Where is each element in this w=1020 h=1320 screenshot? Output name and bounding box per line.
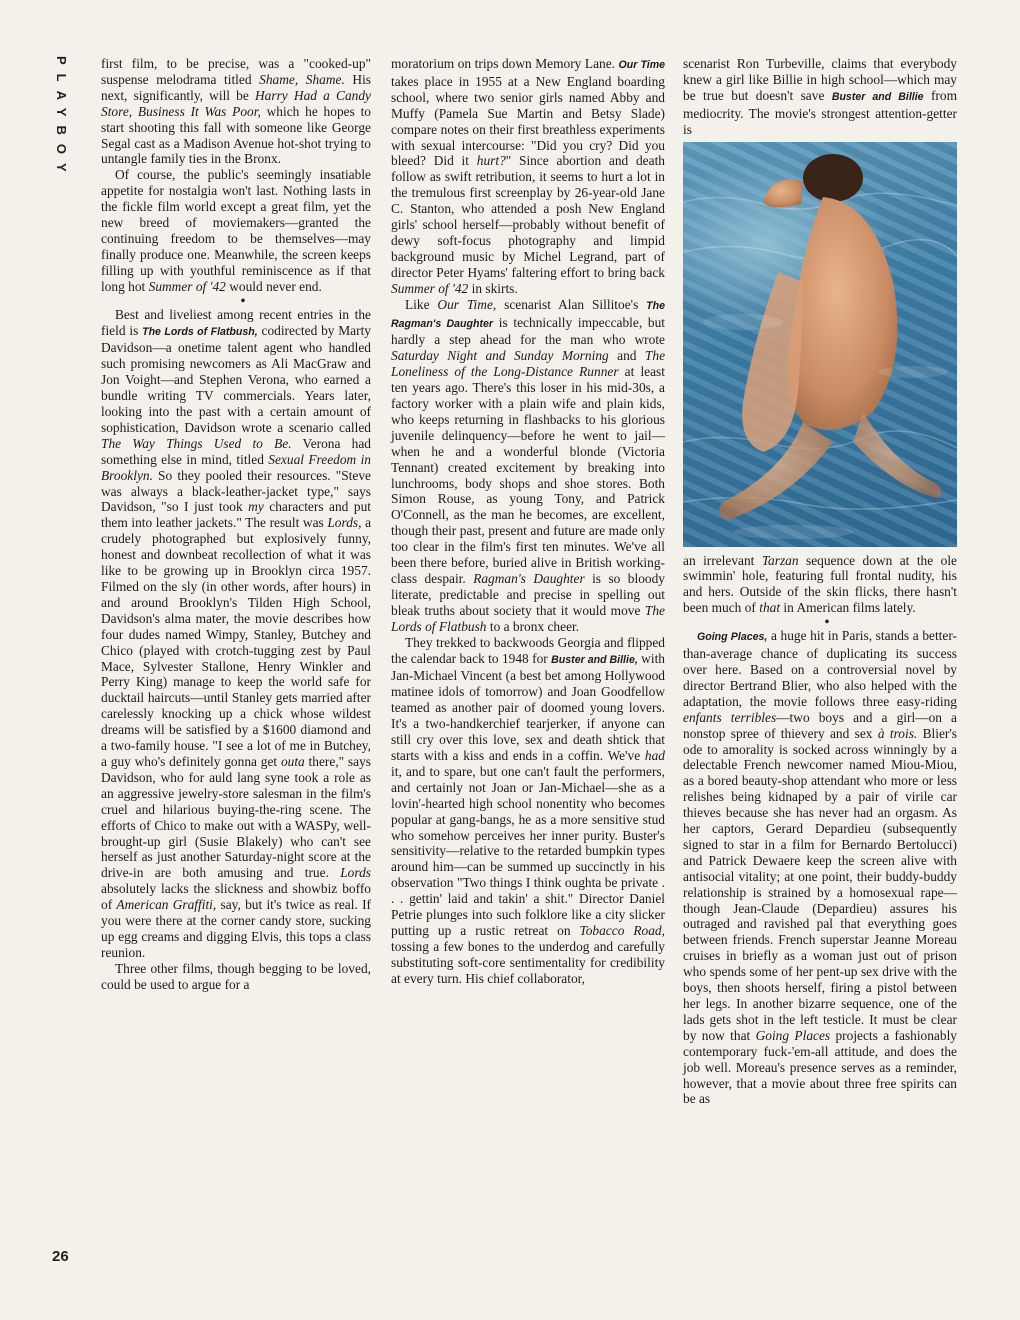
film-title: Lords: [340, 865, 371, 881]
emphasis: à trois.: [877, 725, 918, 741]
paragraph: Best and liveliest among recent entries in the field is The Lords of Flatbush, codirected by Marty Davidson—a onetime talent agent who handled such promising newcomers as Ali MacGraw and Jon Voight—and Stephen Verona, who earned a bundle writing TV commercials. Years later, looking into the past with a certain amount of sophistication, Davidson wrote a scenario called The Way Things Used to Be. Verona had something else in mind, titled Sexual Freedom in Brooklyn. So they pooled their resources. "Steve was always a black-leather-jacket type," says Davidson, "so I just took my characters and put them into leather jackets." The result was Lords, a crudely photographed but explosively funny, honest and downbeat recollection of what it was like to be growing up in Brooklyn circa 1957. Filmed on the sly (in other words, after hours) in and around Brooklyn's Tilden High School, Davidson's alma mater, the movie describes how four dudes named Wimpy, Stanley, Butchey and Chico (played with crotch-tugging zest by Paul Mace, Sylvester Stallone, Henry Winkler and Perry King) manage to keep the world safe for ducktail haircuts—until Stanley gets married after carelessly knocking up a chick whose wildest dreams will be satisfied by a $1600 diamond and a two-family house. "I see a lot of me in Butchey, a guy who's definitely gonna get outa there," says Davidson, who for auld lang syne took a role as an aggressive jewelry-store salesman in the film's cruel and hilarious buying-the-ring scene. The efforts of Chico to make out with a WASPy, well-brought-up girl (Susie Blakely) who can't see herself as just another Saturday-night score at the drive-in are both amusing and true. Lords absolutely lacks the slickness and showbiz boffo of American Graffiti, say, but it's twice as real. If you were there at the corner candy store, sucking up egg creams and digging Elvis, this tops a class reunion.: [101, 306, 372, 960]
film-title: Summer of '42: [148, 278, 226, 294]
film-title: Harry Had a Candy Store, Business It Was Poor,: [101, 87, 371, 119]
film-title: Tarzan: [761, 552, 799, 568]
film-title: American Graffiti,: [116, 897, 217, 913]
film-title: Going Places: [755, 1027, 831, 1043]
film-title-highlight: The Lords of Flatbush,: [142, 325, 258, 338]
paragraph: first film, to be precise, was a "cooked-up" suspense melodrama titled Shame, Shame. His next, significantly, will be Harry Had a Candy Store, Business It Was Poor, which he hopes to start shooting this fall with someone like George Segal cast as a Madison Avenue hot-shot trying to untangle family ties in the Bronx.: [101, 56, 371, 167]
emphasis: hurt?: [476, 153, 506, 169]
page-number: 26: [52, 1248, 69, 1265]
film-title: Lords,: [327, 515, 362, 531]
emphasis: that: [759, 600, 781, 616]
film-title: Ragman's Daughter: [473, 571, 585, 586]
film-still-photo: [683, 142, 957, 547]
film-title: Summer of '42: [391, 280, 469, 296]
film-title-highlight: Our Time: [618, 59, 665, 71]
film-title: Sexual Freedom in Brooklyn.: [101, 451, 371, 483]
paragraph: Three other films, though begging to be loved, could be used to argue for a: [101, 960, 371, 992]
article-column-1: [101, 56, 371, 993]
photo-caption-paragraph: an irrelevant Tarzan sequence down at the ole swimmin' hole, featuring full frontal nudity, his and hers. Outside of the skin flicks, there hasn't been much of that in American films lately.: [683, 552, 957, 616]
article-column-3: [683, 56, 957, 1107]
film-title-highlight: Buster and Billie: [831, 90, 924, 103]
swimmer-leg: [853, 412, 941, 498]
swimmer-figure-back: [787, 197, 897, 430]
film-title: Our Time,: [437, 296, 497, 312]
paragraph: moratorium on trips down Memory Lane. Our Time takes place in 1955 at a New England boarding school, where two senior girls named Abby and Muffy (Pamela Sue Martin and Betsy Slade) compare notes on their first breathless experiments with sexual intercourse: "Did you cry? Did you bleed? Did it hurt?" Since abortion and death follow as swift retribution, it seems to hurt a lot in the tremulous first screenplay by 26-year-old Jane C. Stanton, who attended a posh New England girls' school herself—probably without benefit of dewy soft-focus photography and limpid background music by Michel Legrand, part of director Peter Hyams' faltering effort to bring back Summer of '42 in skirts.: [391, 56, 665, 296]
film-title: Saturday Night and Sunday Morning: [391, 348, 609, 364]
swimmers-illustration: [683, 142, 957, 547]
film-title-highlight: The Ragman's Daughter: [391, 299, 665, 330]
paragraph: Going Places, a huge hit in Paris, stands a better-than-average chance of duplicating its success over here. Based on a controversial novel by director Bertrand Blier, who also helped with the adaptation, the movie follows three easy-riding enfants terribles—two boys and a girl—on a nonstop spree of thievery and sex à trois. Blier's ode to amorality is socked across winningly by a delectable French newcomer named Miou-Miou, as a bored beauty-shop attendant who more or less relishes being kidnaped by a pair of virile car thieves because she has never had an orgasm. As her captors, Gerard Depardieu (subsequently signed to star in a film for Bernardo Bertolucci) and Patrick Dewaere keep the screen alive with antisocial vitality; at one point, their buddy-buddy relationship is strained by a homosexual rape—though Jean-Claude (Depardieu) assures his outraged and ravished pal that everything goes between friends. French superstar Jeanne Moreau cruises in briefly as a woman just out of prison who spends some of her pent-up sex drive with the boys, then shoots herself, firing a pistol between her legs. In another bizarre sequence, one of the lads gets shot in the left testicle. It must be clear by now that Going Places projects a fashionably contemporary fuck-'em-all attitude, and does the job well. Moreau's presence serves as a reminder, however, that a movie about three free spirits can be as: [683, 628, 958, 1107]
film-title: The Lords of Flatbush: [391, 602, 665, 634]
paragraph: Like Our Time, scenarist Alan Sillitoe's The Ragman's Daughter is technically impeccable, but hardly a step ahead for the man who wrote Saturday Night and Sunday Morning and The Loneliness of the Long-Distance Runner at least ten years ago. There's this loser in his mid-30s, a factory worker with a plain wife and plain kids, who keeps returning in flashbacks to his glorious juvenile delinquency—before he went to jail—when he and a wonderful blonde (Victoria Tennant) created excitement by breaking into lunchrooms, body shops and shoe stores. Both Simon Rouse, as young Tony, and Patrick O'Connell, as the man he becomes, are excellent, though their past, present and future are made only too clear in the film's first ten minutes. We've all been there before, buried alive in British working-class despair. Ragman's Daughter is so bloody literate, predictable and precise in spelling out bleak truths about society that it would move The Lords of Flatbush to a bronx cheer.: [391, 296, 666, 634]
emphasis: enfants terribles: [683, 709, 777, 725]
film-title: The Way Things Used to Be.: [101, 435, 292, 451]
film-title: The Loneliness of the Long-Distance Runner: [391, 348, 666, 380]
film-title-highlight: Buster and Billie,: [551, 653, 638, 666]
swimmer-figure-front: [742, 272, 803, 452]
paragraph: They trekked to backwoods Georgia and flipped the calendar back to 1948 for Buster and Billie, with Jan-Michael Vincent (a best bet among Hollywood matinee idols of tomorrow) and Joan Goodfellow teamed as another pair of doomed young lovers. It's a two-handkerchief tearjerker, if anyone can still cry over this love, sex and death shtick that starts with a kiss and ends in a coffin. We've had it, and to spare, but one can't fault the performers, and certainly not Joan or Jan-Michael—she as a lovin'-hearted high school nonentity who becomes popular at gang-bangs, he as a more sensitive stud who somehow perceives her inner purity. Buster's sensitivity—relative to the retarded bumpkin types around him—can be summed up succinctly in his observation "Two things I think oughta be private . . . gettin' laid and takin' a shit." Director Daniel Petrie plunges into such folklore like a city slicker putting up a rustic retreat on Tobacco Road, tossing a few bones to the underdog and carefully substituting soft-core sentimentality for credibility at every turn. His chief collaborator,: [391, 634, 665, 986]
emphasis: my: [248, 499, 264, 515]
magazine-masthead: PLAYBOY: [54, 56, 69, 181]
paragraph: Of course, the public's seemingly insatiable appetite for nostalgia won't last. Nothing lasts in the fickle film world except a great film, yet the new breed of moviemakers—granted the continuing freedom to be themselves—may finally produce one. Meanwhile, the screen keeps filling up with youthful reminiscence as if that long hot Summer of '42 would never end.: [101, 167, 371, 294]
section-separator: •: [824, 614, 830, 630]
film-title-highlight: Going Places,: [697, 631, 768, 644]
section-separator: •: [240, 292, 246, 308]
emphasis: outa: [280, 753, 305, 769]
emphasis: had: [644, 747, 665, 763]
paragraph: scenarist Ron Turbeville, claims that everybody knew a girl like Billie in high school—which may be true but doesn't save Buster and Billie from mediocrity. The movie's strongest attention-getter is: [683, 56, 957, 137]
swimmer-hair: [803, 154, 863, 202]
article-column-2: [391, 56, 665, 987]
swimmer-arm: [763, 179, 803, 207]
film-title: Tobacco Road,: [579, 922, 665, 938]
film-title: Shame, Shame.: [259, 71, 345, 87]
